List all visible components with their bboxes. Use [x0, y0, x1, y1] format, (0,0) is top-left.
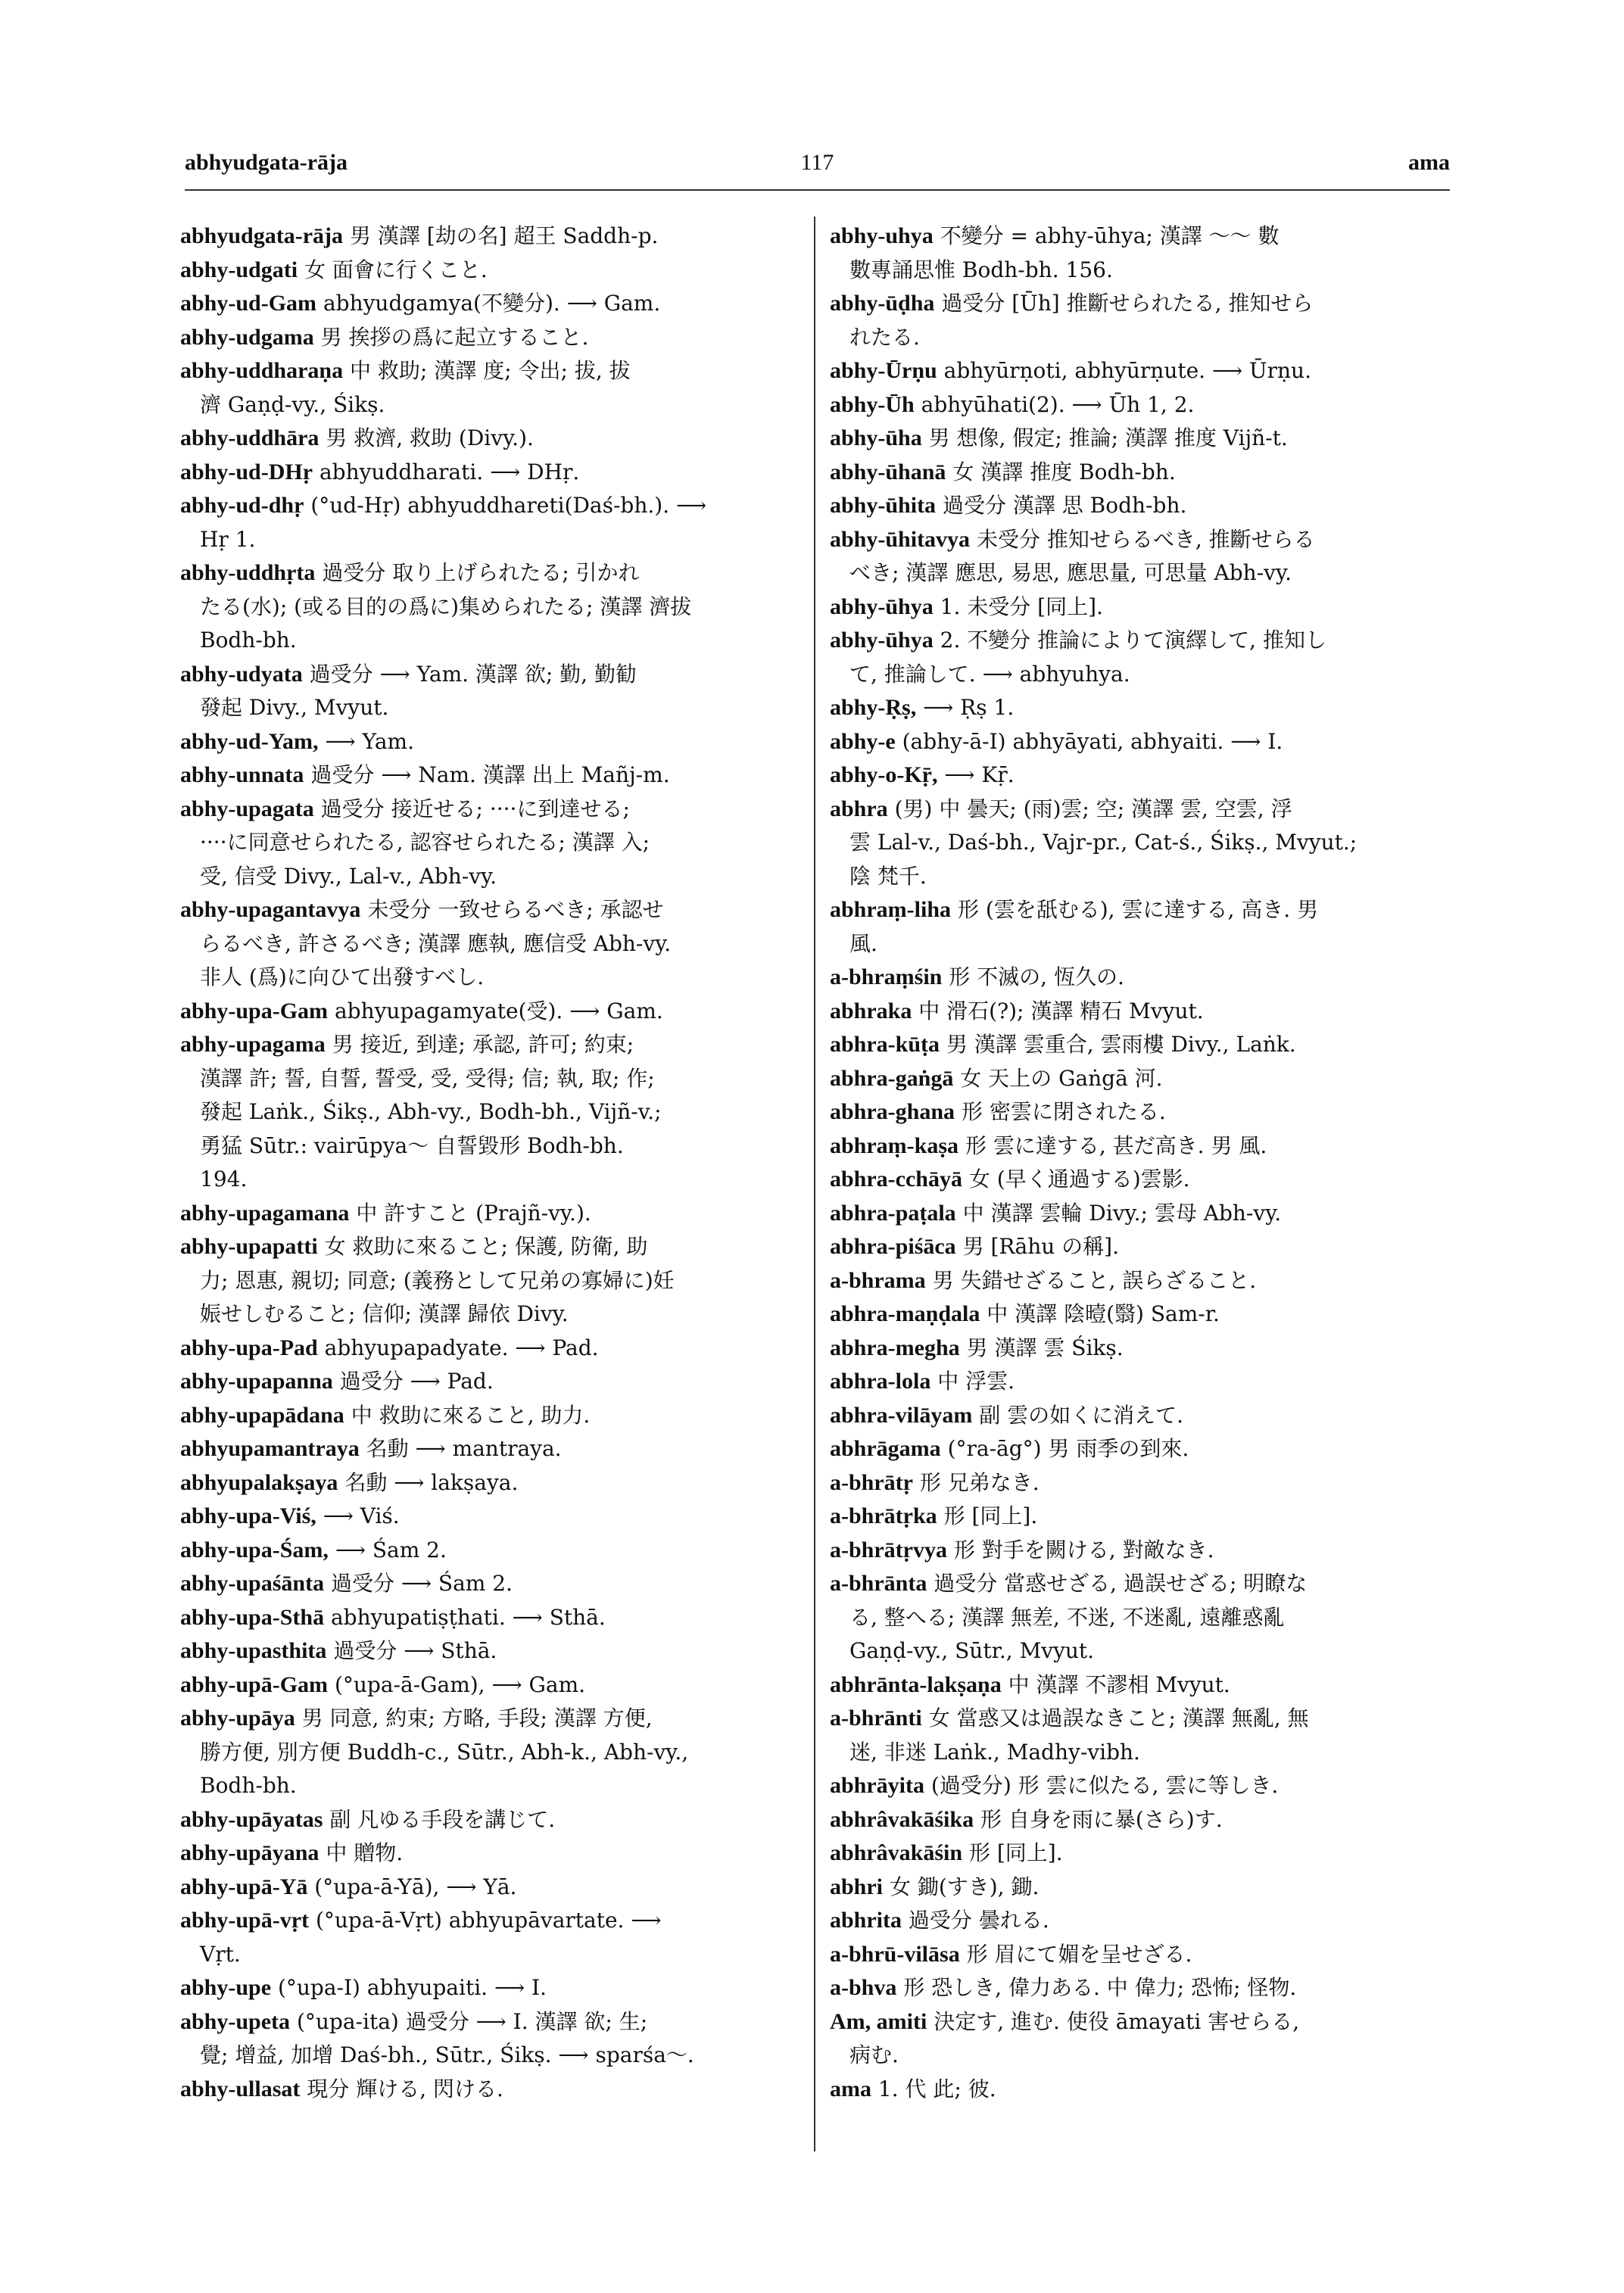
entry-definition: 中 救助; 漢譯 度; 令出; 拔, 拔	[350, 358, 631, 383]
entry-definition-continued: る, 整へる; 漢譯 無差, 不迷, 不迷亂, 遠離惑亂	[849, 1604, 1285, 1630]
entry-definition: abhyuddharati. ⟶ DHṛ.	[319, 459, 580, 484]
entry-definition-continued: Vṛt.	[200, 1941, 241, 1967]
entry-definition: 女 當惑又は過誤なきこと; 漢譯 無亂, 無	[928, 1706, 1309, 1731]
entry-headword: abhy-upeta	[180, 2008, 291, 2034]
entry-definition: 中 滑石(?); 漢譯 精石 Mvyut.	[918, 998, 1204, 1023]
entry-definition: (°ud-Hṛ) abhyuddhareti(Daś-bh.). ⟶	[310, 493, 707, 518]
dictionary-entry	[830, 1298, 1454, 1332]
entry-definition-continued: Gaṇḍ-vy., Sūtr., Mvyut.	[849, 1638, 1095, 1663]
dictionary-entry	[830, 1837, 1454, 1871]
entry-definition: ⟶ Śam 2.	[335, 1537, 447, 1562]
entry-definition: 中 贈物.	[326, 1840, 404, 1865]
page-header	[185, 150, 1450, 188]
entry-definition: 1. 代 此; 彼.	[877, 2076, 996, 2101]
dictionary-entry	[830, 1332, 1454, 1366]
entry-headword: a-bhrū-vilāsa	[830, 1941, 960, 1967]
entry-headword: abhrāgama	[830, 1436, 941, 1461]
dictionary-entry	[830, 1871, 1454, 1905]
dictionary-entry	[830, 759, 1454, 793]
dictionary-entry	[180, 725, 800, 759]
entry-definition-continued: たる(水); (或る目的の爲に)集められたる; 漢譯 濟拔	[200, 594, 692, 619]
entry-definition: 男 漢譯 雲重合, 雲雨樓 Divy., Laṅk.	[946, 1032, 1296, 1057]
entry-definition-continued: ····に同意せられたる, 認容せられたる; 漢譯 入;	[200, 830, 650, 855]
dictionary-entry	[830, 1567, 1454, 1668]
entry-headword: abhy-upapādana	[180, 1402, 344, 1428]
entry-definition: (過受分) 形 雲に似たる, 雲に等しき.	[930, 1773, 1279, 1798]
entry-headword: abhy-ud-DHṛ	[180, 459, 313, 484]
entry-headword: abhy-Ūh	[830, 391, 915, 417]
entry-headword: abhrâvakāśika	[830, 1806, 974, 1832]
dictionary-entry	[830, 1129, 1454, 1164]
entry-headword: abhrita	[830, 1908, 902, 1933]
entry-headword: a-bhrātṛvya	[830, 1537, 947, 1562]
dictionary-entry	[180, 1332, 800, 1366]
entry-headword: abhy-upa-Gam	[180, 998, 329, 1023]
entry-headword: abhra-megha	[830, 1335, 960, 1360]
dictionary-entry	[180, 1230, 800, 1332]
entry-definition-continued: 陰 梵千.	[849, 863, 927, 889]
entry-definition: 過受分 當惑せざる, 過誤せざる; 明瞭な	[934, 1571, 1308, 1596]
entry-headword: a-bhrātṛka	[830, 1503, 937, 1528]
dictionary-entry	[830, 1466, 1454, 1500]
entry-definition-continued: 濟 Gaṇḍ-vy., Śikṣ.	[200, 391, 385, 417]
entry-headword: abhra-maṇḍala	[830, 1301, 980, 1326]
entry-headword: abhra-lola	[830, 1369, 931, 1394]
dictionary-entry	[830, 1095, 1454, 1129]
entry-definition: 形 [同上].	[943, 1503, 1038, 1528]
dictionary-entry	[180, 1466, 800, 1500]
entry-definition: 男 [Rāhu の稱].	[962, 1234, 1119, 1259]
entry-headword: abhra-cchāyā	[830, 1167, 962, 1192]
entry-headword: abhraka	[830, 998, 912, 1023]
dictionary-entry	[830, 523, 1454, 590]
entry-headword: abhy-upāyana	[180, 1840, 320, 1865]
dictionary-entry	[830, 388, 1454, 422]
entry-headword: a-bhrānti	[830, 1706, 922, 1731]
dictionary-entry	[830, 1163, 1454, 1197]
dictionary-entry	[180, 1904, 800, 1971]
dictionary-entry	[830, 1938, 1454, 1972]
entry-headword: abhra-kūṭa	[830, 1032, 940, 1057]
entry-definition: 形 雲に達する, 甚だ高き. 男 風.	[965, 1132, 1267, 1158]
entry-headword: abhra	[830, 796, 888, 821]
entry-definition: 形 [同上].	[968, 1840, 1063, 1865]
entry-definition-continued: 覺; 增益, 加增 Daś-bh., Sūtr., Śikṣ. ⟶ sparśa～.	[200, 2042, 694, 2067]
dictionary-entry	[830, 1971, 1454, 2005]
entry-definition-continued: 數專誦思惟 Bodh-bh. 156.	[849, 257, 1113, 282]
entry-definition: ⟶ Kṝ.	[944, 762, 1015, 787]
entry-headword: abhy-uhya	[830, 223, 934, 248]
entry-definition-continued: れたる.	[849, 324, 920, 350]
dictionary-entry	[180, 354, 800, 422]
entry-headword: abhy-o-Kṝ,	[830, 762, 938, 787]
dictionary-entry	[180, 287, 800, 321]
entry-headword: abhy-upa-Pad	[180, 1335, 318, 1360]
entry-definition: 男 救濟, 救助 (Divy.).	[326, 425, 534, 450]
entry-headword: abhy-upā-Yā	[180, 1874, 308, 1899]
entry-headword: abhy-uddhṛta	[180, 560, 316, 585]
dictionary-entry	[180, 1668, 800, 1703]
entry-definition: 形 不滅の, 恆久の.	[949, 964, 1124, 989]
entry-headword: abhrānta-lakṣaṇa	[830, 1671, 1002, 1697]
entry-definition: 中 漢譯 陰曀(翳) Sam-r.	[987, 1301, 1220, 1326]
entry-definition-continued: 力; 恩惠, 親切; 同意; (義務として兄弟の寡婦に)妊	[200, 1267, 675, 1293]
entry-headword: abhra-piśāca	[830, 1234, 956, 1259]
entry-headword: abhy-upa-Sthā	[180, 1604, 325, 1630]
dictionary-entry	[180, 2005, 800, 2073]
dictionary-entry	[830, 995, 1454, 1029]
dictionary-entry	[180, 556, 800, 658]
dictionary-entry	[180, 1634, 800, 1668]
dictionary-entry	[830, 1803, 1454, 1837]
dictionary-entry	[180, 1500, 800, 1534]
entry-definition: 副 凡ゆる手段を講じて.	[329, 1806, 556, 1832]
entry-definition-continued: Bodh-bh.	[200, 1773, 297, 1798]
entry-headword: abhy-upa-Viś,	[180, 1503, 316, 1528]
dictionary-entry	[830, 590, 1454, 625]
dictionary-entry	[830, 1702, 1454, 1769]
entry-definition: 中 許すこと (Prajñ-vy.).	[356, 1200, 591, 1226]
right-column	[830, 220, 1454, 2106]
entry-headword: abhra-gaṅgā	[830, 1065, 954, 1091]
entry-headword: abhri	[830, 1874, 884, 1899]
entry-definition: (abhy-ā-I) abhyāyati, abhyaiti. ⟶ I.	[902, 728, 1283, 754]
dictionary-entry	[830, 354, 1454, 388]
dictionary-entry	[180, 489, 800, 556]
header-right-guideword: ama	[1408, 150, 1450, 175]
entry-headword: abhy-ud-Yam,	[180, 728, 319, 754]
entry-definition: 過受分 ⟶ Śam 2.	[330, 1571, 513, 1596]
entry-definition: 過受分 曇れる.	[908, 1908, 1049, 1933]
entry-headword: a-bhraṃśin	[830, 964, 943, 989]
entry-definition-continued: Bodh-bh.	[200, 628, 297, 653]
entry-headword: abhyudgata-rāja	[180, 223, 344, 248]
entry-definition: 過受分 ⟶ Pad.	[339, 1369, 494, 1394]
dictionary-entry	[180, 1534, 800, 1568]
entry-definition: 過受分 ⟶ Yam. 漢譯 欲; 勤, 勤勧	[309, 661, 637, 687]
entry-headword: abhy-ūhanā	[830, 459, 946, 484]
dictionary-entry	[180, 1365, 800, 1399]
dictionary-entry	[830, 1264, 1454, 1298]
entry-definition: 副 雲の如くに消えて.	[979, 1402, 1184, 1428]
dictionary-entry	[180, 220, 800, 254]
left-column	[180, 220, 800, 2106]
entry-headword: abhy-udyata	[180, 661, 303, 687]
entry-definition: 男 失錯せざること, 誤らざること.	[932, 1267, 1257, 1293]
entry-headword: abhy-ullasat	[180, 2076, 301, 2101]
entry-definition: 過受分 取り上げられたる; 引かれ	[322, 560, 640, 585]
entry-headword: abhy-udgama	[180, 324, 314, 350]
entry-definition: 過受分 ⟶ Nam. 漢譯 出上 Mañj-m.	[310, 762, 670, 787]
dictionary-entry	[180, 1399, 800, 1433]
entry-headword: abhy-upa-Śam,	[180, 1537, 329, 1562]
entry-definition-continued: 風.	[849, 930, 877, 956]
column-divider	[814, 217, 815, 2151]
entry-definition: 女 面會に行くこと.	[304, 257, 488, 282]
entry-definition: 女 鋤(すき), 鋤.	[889, 1874, 1040, 1899]
entry-definition-continued: て, 推論して. ⟶ abhyuhya.	[849, 661, 1130, 687]
dictionary-entry	[830, 961, 1454, 995]
entry-headword: abhy-unnata	[180, 762, 304, 787]
dictionary-entry	[180, 1837, 800, 1871]
entry-definition: 女 救助に來ること; 保護, 防衛, 助	[324, 1234, 648, 1259]
dictionary-entry	[830, 691, 1454, 725]
entry-definition-continued: Hṛ 1.	[200, 526, 256, 552]
entry-headword: abhy-uddharaṇa	[180, 358, 344, 383]
dictionary-entry	[830, 1028, 1454, 1062]
entry-headword: abhy-upagama	[180, 1032, 326, 1057]
entry-headword: abhy-udgati	[180, 257, 298, 282]
dictionary-entry	[830, 1769, 1454, 1803]
dictionary-entry	[180, 1601, 800, 1635]
dictionary-entry	[180, 759, 800, 793]
entry-definition: (°upa-ā-Yā), ⟶ Yā.	[314, 1874, 517, 1899]
entry-definition: 形 眉にて媚を呈せざる.	[966, 1941, 1192, 1967]
entry-definition: 中 漢譯 不謬相 Mvyut.	[1008, 1671, 1230, 1697]
entry-definition-continued: 漢譯 許; 誓, 自誓, 誓受, 受, 受得; 信; 執, 取; 作;	[200, 1065, 655, 1091]
dictionary-entry	[180, 321, 800, 355]
entry-definition-continued: 迷, 非迷 Laṅk., Madhy-vibh.	[849, 1739, 1140, 1765]
entry-definition: 名動 ⟶ mantraya.	[366, 1436, 562, 1461]
header-rule	[185, 189, 1450, 191]
entry-headword: abhy-ūḍha	[830, 291, 935, 316]
entry-definition: ⟶ Viś.	[323, 1503, 400, 1528]
dictionary-entry	[830, 422, 1454, 456]
dictionary-entry	[830, 624, 1454, 691]
entry-headword: abhrāyita	[830, 1773, 925, 1798]
entry-definition: abhyudgamya(不變分). ⟶ Gam.	[323, 291, 661, 316]
entry-headword: abhy-upāya	[180, 1706, 295, 1731]
entry-definition: 決定す, 進む. 使役 āmayati 害せらる,	[934, 2008, 1300, 2034]
entry-headword: abhy-ūhya	[830, 594, 934, 619]
entry-definition: 中 浮雲.	[937, 1369, 1015, 1394]
dictionary-entry	[180, 1803, 800, 1837]
entry-definition: 形 (雲を舐むる), 雲に達する, 高き. 男	[957, 897, 1319, 922]
entry-headword: ama	[830, 2076, 871, 2101]
dictionary-entry	[830, 1399, 1454, 1433]
entry-headword: a-bhva	[830, 1975, 897, 2000]
entry-definition-continued: 勝方便, 別方便 Buddh-c., Sūtr., Abh-k., Abh-vy.,	[200, 1739, 689, 1765]
header-left-guideword: abhyudgata-rāja	[185, 150, 348, 175]
dictionary-entry	[830, 456, 1454, 490]
entry-headword: abhra-paṭala	[830, 1200, 956, 1226]
entry-headword: abhy-ūhita	[830, 493, 937, 518]
dictionary-entry	[180, 422, 800, 456]
dictionary-entry	[830, 2005, 1454, 2073]
entry-headword: abhy-upagantavya	[180, 897, 361, 922]
entry-definition-continued: らるべき, 許さるべき; 漢譯 應執, 應信受 Abh-vy.	[200, 930, 672, 956]
dictionary-entry	[830, 893, 1454, 961]
entry-headword: abhy-upā-vṛt	[180, 1908, 310, 1933]
entry-headword: abhy-upapatti	[180, 1234, 318, 1259]
entry-definition-continued: 受, 信受 Divy., Lal-v., Abh-vy.	[200, 863, 497, 889]
dictionary-entry	[180, 1702, 800, 1803]
dictionary-entry	[830, 1904, 1454, 1938]
entry-definition-continued: 194.	[200, 1167, 248, 1192]
entry-headword: abhy-upā-Gam	[180, 1671, 329, 1697]
dictionary-entry	[180, 893, 800, 995]
entry-definition: 男 接近, 到達; 承認, 許可; 約束;	[332, 1032, 634, 1057]
entry-headword: a-bhrānta	[830, 1571, 927, 1596]
entry-definition: 形 自身を雨に暴(さら)す.	[980, 1806, 1223, 1832]
entry-headword: abhyupalakṣaya	[180, 1469, 338, 1495]
entry-headword: abhy-ud-Gam	[180, 291, 317, 316]
dictionary-entry	[830, 1197, 1454, 1231]
entry-definition: 未受分 一致せらるべき; 承認せ	[367, 897, 664, 922]
entry-definition: 女 漢譯 推度 Bodh-bh.	[952, 459, 1176, 484]
dictionary-entry	[830, 1062, 1454, 1096]
entry-definition: 男 挨拶の爲に起立すること.	[320, 324, 589, 350]
entry-headword: abhy-Ūrṇu	[830, 358, 937, 383]
entry-definition: 名動 ⟶ lakṣaya.	[344, 1469, 519, 1495]
entry-definition: 不變分 = abhy-ūhya; 漢譯 ～～ 數	[940, 223, 1280, 248]
entry-definition-continued: 娠せしむること; 信仰; 漢譯 歸依 Divy.	[200, 1301, 569, 1326]
entry-definition-continued: 雲 Lal-v., Daś-bh., Vajr-pr., Cat-ś., Śikṣ., Mvyut.;	[849, 830, 1357, 855]
entry-definition: ⟶ Ṛṣ 1.	[923, 695, 1015, 720]
entry-headword: abhy-e	[830, 728, 896, 754]
entry-definition: 男 想像, 假定; 推論; 漢譯 推度 Vijñ-t.	[928, 425, 1288, 450]
entry-headword: abhy-upe	[180, 1975, 272, 2000]
entry-definition: 過受分 接近せる; ····に到達せる;	[320, 796, 630, 821]
entry-headword: abhy-ūha	[830, 425, 922, 450]
entry-definition: 過受分 ⟶ Sthā.	[333, 1638, 497, 1663]
dictionary-entry	[830, 1668, 1454, 1703]
entry-definition: 女 (早く通過する)雲影.	[968, 1167, 1190, 1192]
entry-definition-continued: 發起 Divy., Mvyut.	[200, 695, 389, 720]
entry-definition: abhyupapadyate. ⟶ Pad.	[324, 1335, 599, 1360]
entry-definition: 形 恐しき, 偉力ある. 中 偉力; 恐怖; 怪物.	[903, 1975, 1297, 2000]
dictionary-entry	[180, 1197, 800, 1231]
entry-definition: 2. 不變分 推論によりて演繹して, 推知し	[940, 628, 1326, 653]
entry-headword: abhy-ūhya	[830, 628, 934, 653]
dictionary-entry	[830, 2073, 1454, 2107]
entry-definition: abhyūhati(2). ⟶ Ūh 1, 2.	[921, 391, 1195, 417]
page-number: 117	[800, 150, 834, 175]
dictionary-entry	[180, 793, 800, 894]
entry-definition: (°upa-I) abhyupaiti. ⟶ I.	[277, 1975, 547, 2000]
dictionary-entry	[180, 1432, 800, 1466]
entry-definition: 1. 未受分 [同上].	[940, 594, 1103, 619]
entry-headword: abhra-vilāyam	[830, 1402, 973, 1428]
entry-headword: abhy-upāyatas	[180, 1806, 323, 1832]
entry-definition: 男 漢譯 [劫の名] 超王 Saddh-p.	[349, 223, 659, 248]
entry-definition: 過受分 漢譯 思 Bodh-bh.	[942, 493, 1187, 518]
entry-headword: abhy-upaśānta	[180, 1571, 325, 1596]
entry-definition-continued: 病む.	[849, 2042, 899, 2067]
entry-definition: 男 同意, 約束; 方略, 手段; 漢譯 方便,	[301, 1706, 653, 1731]
entry-definition: 男 漢譯 雲 Śikṣ.	[966, 1335, 1124, 1360]
dictionary-entry	[180, 1971, 800, 2005]
dictionary-entry	[830, 1500, 1454, 1534]
dictionary-entry	[180, 456, 800, 490]
entry-headword: abhraṃ-kaṣa	[830, 1132, 959, 1158]
entry-headword: abhy-ud-dhṛ	[180, 493, 304, 518]
entry-headword: a-bhrātṛ	[830, 1469, 913, 1495]
entry-definition-continued: 發起 Laṅk., Śikṣ., Abh-vy., Bodh-bh., Vijñ-v.;	[200, 1099, 662, 1124]
entry-headword: abhy-upagata	[180, 796, 314, 821]
entry-definition: abhyūrṇoti, abhyūrṇute. ⟶ Ūrṇu.	[943, 358, 1311, 383]
entry-definition: ⟶ Yam.	[325, 728, 414, 754]
dictionary-entry	[830, 1230, 1454, 1264]
entry-definition: 現分 輝ける, 閃ける.	[307, 2076, 503, 2101]
entry-headword: abhy-upapanna	[180, 1369, 333, 1394]
entry-definition: 形 密雲に閉されたる.	[961, 1099, 1166, 1124]
dictionary-entry	[830, 1365, 1454, 1399]
entry-definition: 形 對手を闕ける, 對敵なき.	[953, 1537, 1214, 1562]
entry-definition-continued: 非人 (爲)に向ひて出發すべし.	[200, 964, 485, 989]
dictionary-entry	[180, 995, 800, 1029]
entry-headword: abhyupamantraya	[180, 1436, 360, 1461]
entry-definition-continued: べき; 漢譯 應思, 易思, 應思量, 可思量 Abh-vy.	[849, 560, 1292, 585]
dictionary-entry	[180, 1567, 800, 1601]
entry-definition: (°upa-ā-Vṛt) abhyupāvartate. ⟶	[315, 1908, 662, 1933]
entry-headword: abhy-uddhāra	[180, 425, 320, 450]
entry-headword: abhy-upagamana	[180, 1200, 350, 1226]
dictionary-entry	[180, 2073, 800, 2107]
entry-definition: (°upa-ita) 過受分 ⟶ I. 漢譯 欲; 生;	[296, 2008, 648, 2034]
entry-definition: 女 天上の Gaṅgā 河.	[960, 1065, 1163, 1091]
entry-definition: (男) 中 曇天; (雨)雲; 空; 漢譯 雲, 空雲, 浮	[894, 796, 1292, 821]
dictionary-entry	[830, 1432, 1454, 1466]
dictionary-entry	[180, 1871, 800, 1905]
entry-definition: 中 救助に來ること, 助力.	[351, 1402, 591, 1428]
dictionary-entry	[180, 254, 800, 288]
entry-headword: Am, amiti	[830, 2008, 927, 2034]
entry-definition-continued: 勇猛 Sūtr.: vairūpya～ 自誓毀形 Bodh-bh.	[200, 1132, 624, 1158]
entry-definition: 未受分 推知せらるべき, 推斷せらる	[976, 526, 1315, 552]
dictionary-entry	[830, 287, 1454, 354]
dictionary-entry	[180, 658, 800, 725]
entry-headword: abhrâvakāśin	[830, 1840, 963, 1865]
dictionary-entry	[830, 725, 1454, 759]
entry-definition: (°upa-ā-Gam), ⟶ Gam.	[334, 1671, 586, 1697]
dictionary-entry	[830, 1534, 1454, 1568]
dictionary-entry	[830, 220, 1454, 287]
entry-definition: abhyupagamyate(受). ⟶ Gam.	[334, 998, 663, 1023]
dictionary-entry	[180, 1028, 800, 1197]
entry-definition: 過受分 [Ūh] 推斷せられたる, 推知せら	[941, 291, 1314, 316]
entry-definition: 形 兄弟なき.	[919, 1469, 1040, 1495]
entry-headword: a-bhrama	[830, 1267, 926, 1293]
entry-definition: abhyupatiṣṭhati. ⟶ Sthā.	[330, 1604, 606, 1630]
entry-headword: abhraṃ-liha	[830, 897, 952, 922]
entry-definition: 中 漢譯 雲輪 Divy.; 雲母 Abh-vy.	[962, 1200, 1282, 1226]
entry-headword: abhra-ghana	[830, 1099, 955, 1124]
entry-headword: abhy-upasthita	[180, 1638, 327, 1663]
dictionary-entry	[830, 793, 1454, 894]
entry-headword: abhy-ūhitavya	[830, 526, 971, 552]
entry-definition: (°ra-āg°) 男 雨季の到來.	[947, 1436, 1189, 1461]
entry-headword: abhy-Ṛṣ,	[830, 695, 917, 720]
dictionary-entry	[830, 489, 1454, 523]
